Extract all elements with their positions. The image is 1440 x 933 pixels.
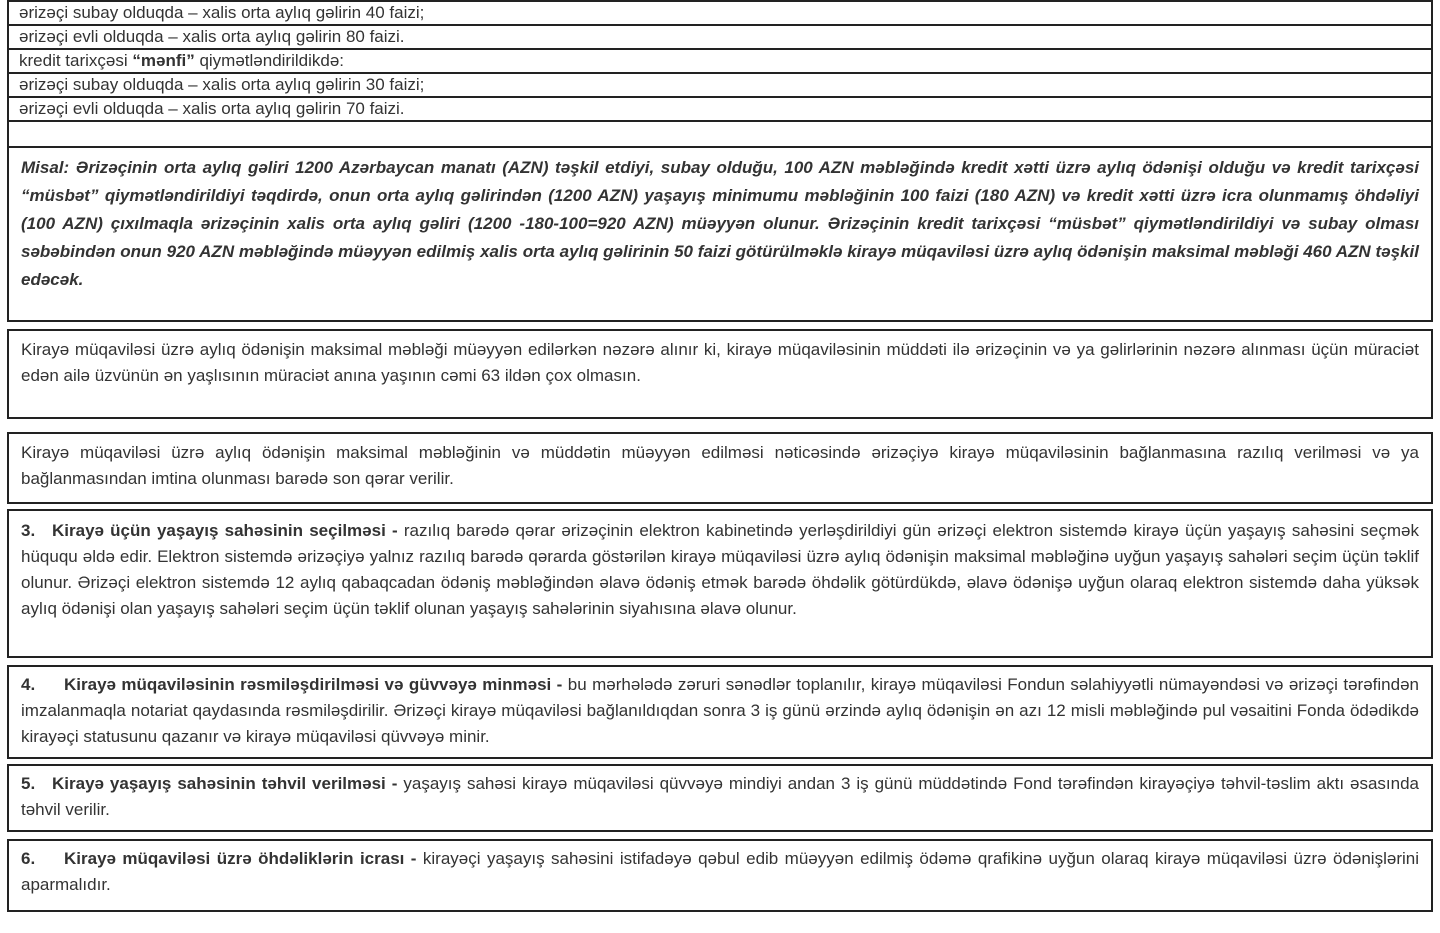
row-text: ərizəçi subay olduqda – xalis orta aylıq gəlirin 40 faizi; xyxy=(19,3,425,22)
section-6-paragraph xyxy=(21,846,1419,898)
empty-table-row xyxy=(7,120,1433,148)
table-row xyxy=(7,48,1433,74)
section-body: bu mərhələdə zəruri sənədlər toplanılır, kirayə müqaviləsi Fondun səlahiyyətli nümayəndəsi və ərizəçi tərəfindən imzalanmaqla notariat qaydasında rəsmiləşdirilir. Ərizəçi kirayə müqaviləsi bağlanıldıqdan sonra 3 iş günü ərzində aylıq ödənişin ən azı 12 misli məbləğində pul vəsaitini Fonda ödədikdə kirayəçi statusunu qazanır və kirayə müqaviləsi qüvvəyə minir. xyxy=(21,675,1419,746)
section-5-cell xyxy=(7,764,1433,832)
section-number: 4. xyxy=(21,675,36,694)
table-row xyxy=(7,24,1433,50)
row-text xyxy=(19,51,344,71)
paragraph-text: Kirayə müqaviləsi üzrə aylıq ödənişin maksimal məbləği müəyyən edilərkən nəzərə alınır ki, kirayə müqaviləsinin müddəti ilə ərizəçinin və ya gəlirlərinin nəzərə alınması üçün müraciət edən ailə üzvünün ən yaşlısının müraciət anına yaşının cəmi 63 ildən çox olmasın. xyxy=(21,340,1419,385)
table-row xyxy=(7,0,1433,26)
section-3-paragraph xyxy=(21,518,1419,622)
section-body: yaşayış sahəsi kirayə müqaviləsi qüvvəyə mindiyi andan 3 iş günü müddətində Fond tərəfindən kirayəçiyə təhvil-təslim aktı əsasında təhvil verilir. xyxy=(21,774,1419,819)
table-row xyxy=(7,72,1433,98)
section-6-cell xyxy=(7,839,1433,912)
section-title: Kirayə müqaviləsi üzrə öhdəliklərin icrası - xyxy=(64,849,417,868)
example-paragraph: Misal: Ərizəçinin orta aylıq gəliri 1200 Azərbaycan manatı (AZN) təşkil etdiyi, subay olduğu, 100 AZN məbləğində kredit xətti üzrə aylıq ödənişi olduğu və kredit tarixçəsi “müsbət” qiymətləndirildiyi təqdirdə, onun orta aylıq gəlirindən (1200 AZN) yaşayış minimumu məbləğinin 100 faizi (180 AZN) və kredit xətti üzrə icra olunmamış öhdəliyi (100 AZN) çıxılmaqla ərizəçinin xalis orta aylıq gəliri (1200 -180-100=920 AZN) müəyyən olunur. Ərizəçinin kredit tarixçəsi “müsbət” qiymətləndirildiyi və subay olması səbəbindən onun 920 AZN məbləğində müəyyən edilmiş xalis orta aylıq gəlirinin 50 faizi götürülməklə kirayə müqaviləsi üzrə aylıq ödənişin maksimal məbləği 460 AZN təşkil edəcək. xyxy=(21,158,1419,289)
section-number: 6. xyxy=(21,849,36,868)
paragraph-text: Kirayə müqaviləsi üzrə aylıq ödənişin maksimal məbləğinin və müddətin müəyyən edilməsi nəticəsində ərizəçiyə kirayə müqaviləsinin bağlanmasına razılıq verilməsi və ya bağlanmasından imtina olunması barədə son qərar verilir. xyxy=(21,443,1419,488)
section-body: razılıq barədə qərar ərizəçinin elektron kabinetində yerləşdirildiyi gün ərizəçi elektron sistemdə kirayə üçün yaşayış sahəsini seçmək hüququ əldə edir. Elektron sistemdə ərizəçiyə yalnız razılıq barədə qərarda göstərilən kirayə müqaviləsi üzrə aylıq ödənişin maksimal məbləğinə uyğun yaşayış sahələri seçim üçün təklif olunur. Ərizəçi elektron sistemdə 12 aylıq qabaqcadan ödəniş məbləğindən əlavə ödəniş etmək barədə öhdəlik götürdükdə, əlavə ödənişə uyğun olaraq elektron sistemdə daha yüksək aylıq ödənişi olan yaşayış sahələri seçim üçün təklif olunan yaşayış sahələrinin siyahısına əlavə olunur. xyxy=(21,521,1420,618)
section-4-cell xyxy=(7,665,1433,759)
row-text-prefix: kredit tarixçəsi xyxy=(19,51,133,70)
row-text: ərizəçi subay olduqda – xalis orta aylıq gəlirin 30 faizi; xyxy=(19,75,425,94)
section-number: 5. xyxy=(21,774,36,793)
section-3-cell xyxy=(7,509,1433,658)
section-5-paragraph xyxy=(21,771,1419,823)
example-cell xyxy=(7,146,1433,322)
paragraph-cell xyxy=(7,329,1433,419)
row-text-bold: “mənfi” xyxy=(132,51,195,70)
table-row xyxy=(7,96,1433,122)
section-title: Kirayə yaşayış sahəsinin təhvil verilməsi - xyxy=(52,774,398,793)
section-number: 3. xyxy=(21,521,36,540)
row-text-suffix: qiymətləndirildikdə: xyxy=(194,51,345,70)
section-body: kirayəçi yaşayış sahəsini istifadəyə qəbul edib müəyyən edilmiş ödəmə qrafikinə uyğun olaraq kirayə müqaviləsi üzrə ödənişlərini aparmalıdır. xyxy=(21,849,1419,894)
paragraph-cell xyxy=(7,432,1433,504)
section-title: Kirayə üçün yaşayış sahəsinin seçilməsi - xyxy=(52,521,398,540)
row-text: ərizəçi evli olduqda – xalis orta aylıq gəlirin 70 faizi. xyxy=(19,99,405,118)
section-4-paragraph xyxy=(21,672,1419,750)
section-title: Kirayə müqaviləsinin rəsmiləşdirilməsi və güvvəyə minməsi - xyxy=(64,675,563,694)
row-text: ərizəçi evli olduqda – xalis orta aylıq gəlirin 80 faizi. xyxy=(19,27,405,46)
